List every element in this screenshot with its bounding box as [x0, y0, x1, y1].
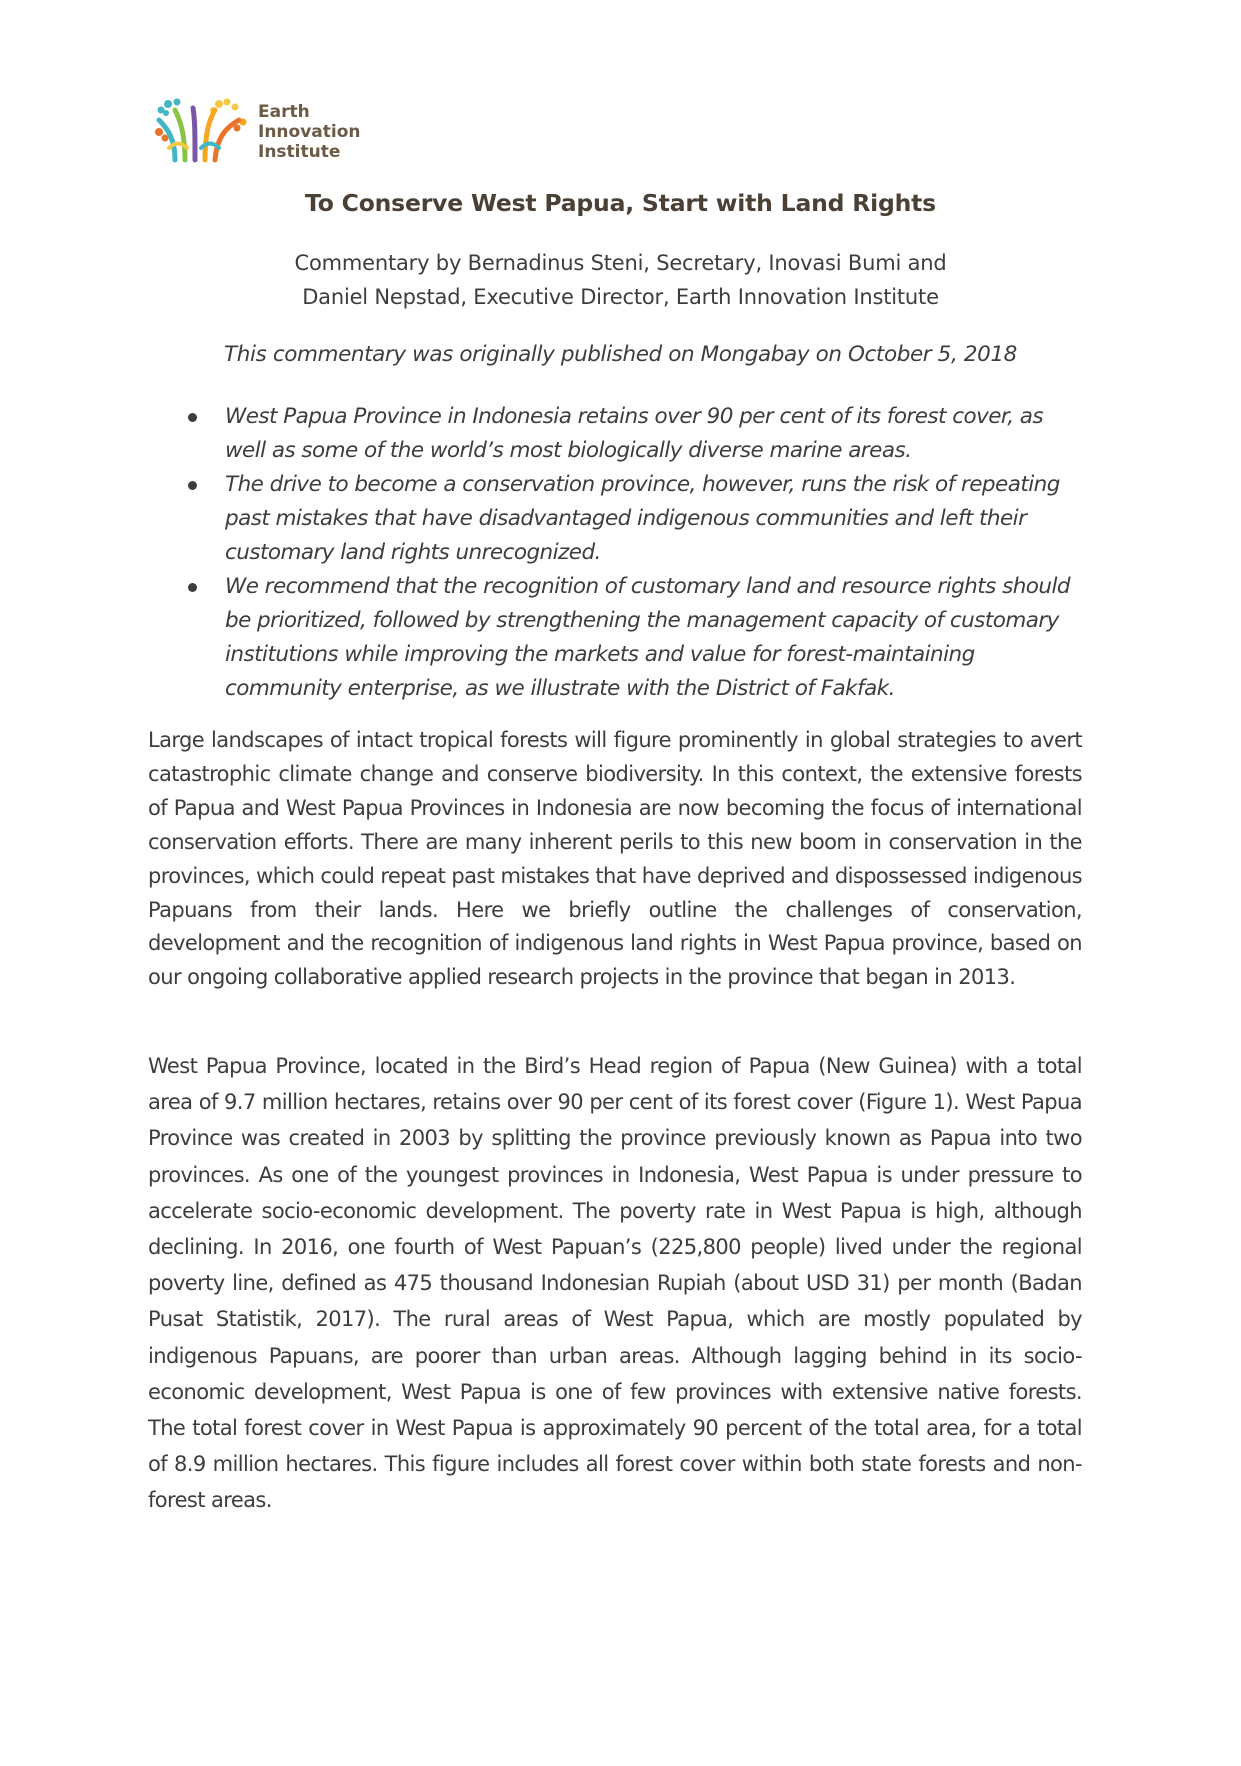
bullet-icon: [188, 583, 197, 592]
logo-wordmark: [258, 102, 361, 162]
byline-line-2: Daniel Nepstad, Executive Director, Earth Innovation Institute: [302, 285, 939, 309]
key-point-text: The drive to become a conservation province, however, runs the risk of repeating past mistakes that have disadvantaged indigenous communities and left their customary land rights unrecognized.: [225, 472, 1060, 565]
publication-note: This commentary was originally published on Mongabay on October 5, 2018: [224, 342, 1017, 367]
logo-tree-icon: [155, 98, 251, 164]
logo-line-earth: Earth: [258, 102, 310, 122]
key-point-item: [188, 468, 1088, 570]
organization-logo: [155, 98, 375, 168]
bullet-icon: [188, 481, 197, 490]
bullet-icon: [188, 413, 197, 422]
document-title: To Conserve West Papua, Start with Land Rights: [305, 189, 936, 217]
body-paragraph-1: Large landscapes of intact tropical forests will figure prominently in global strategies to avert catastrophic climate change and conserve biodiversity. In this context, the extensive forests of Papua and West Papua Provinces in Indonesia are now becoming the focus of international conservation efforts. There are many inherent perils to this new boom in conservation in the provinces, which could repeat past mistakes that have deprived and dispossessed indigenous Papuans from their lands. Here we briefly outline the challenges of conservation, development and the recognition of indigenous land rights in West Papua province, based on our ongoing collaborative applied research projects in the province that began in 2013.: [148, 728, 1082, 990]
author-byline: [0, 246, 1241, 314]
byline-line-1: Commentary by Bernadinus Steni, Secretary, Inovasi Bumi and: [294, 251, 947, 275]
key-point-item: [188, 570, 1088, 706]
key-point-text: We recommend that the recognition of customary land and resource rights should be prioritized, followed by strengthening the management capacity of customary institutions while improving the markets and value for forest-maintaining community enterprise, as we illustrate with the District of Fakfak.: [225, 574, 1071, 701]
logo-line-innovation: Innovation: [258, 122, 361, 142]
key-points-list: [188, 400, 1088, 706]
key-point-item: [188, 400, 1088, 468]
body-paragraph-2: West Papua Province, located in the Bird’s Head region of Papua (New Guinea) with a total area of 9.7 million hectares, retains over 90 per cent of its forest cover (Figure 1). West Papua Province was created in 2003 by splitting the province previously known as Papua into two provinces. As one of the youngest provinces in Indonesia, West Papua is under pressure to accelerate socio-economic development. The poverty rate in West Papua is high, although declining. In 2016, one fourth of West Papuan’s (225,800 people) lived under the regional poverty line, defined as 475 thousand Indonesian Rupiah (about USD 31) per month (Badan Pusat Statistik, 2017). The rural areas of West Papua, which are mostly populated by indigenous Papuans, are poorer than urban areas. Although lagging behind in its socio-economic development, West Papua is one of few provinces with extensive native forests. The total forest cover in West Papua is approximately 90 percent of the total area, for a total of 8.9 million hectares. This figure includes all forest cover within both state forests and non-forest areas.: [148, 1054, 1082, 1513]
logo-line-institute: Institute: [258, 142, 341, 162]
key-point-text: West Papua Province in Indonesia retains over 90 per cent of its forest cover, as well as some of the world’s most biologically diverse marine areas.: [225, 404, 1044, 463]
